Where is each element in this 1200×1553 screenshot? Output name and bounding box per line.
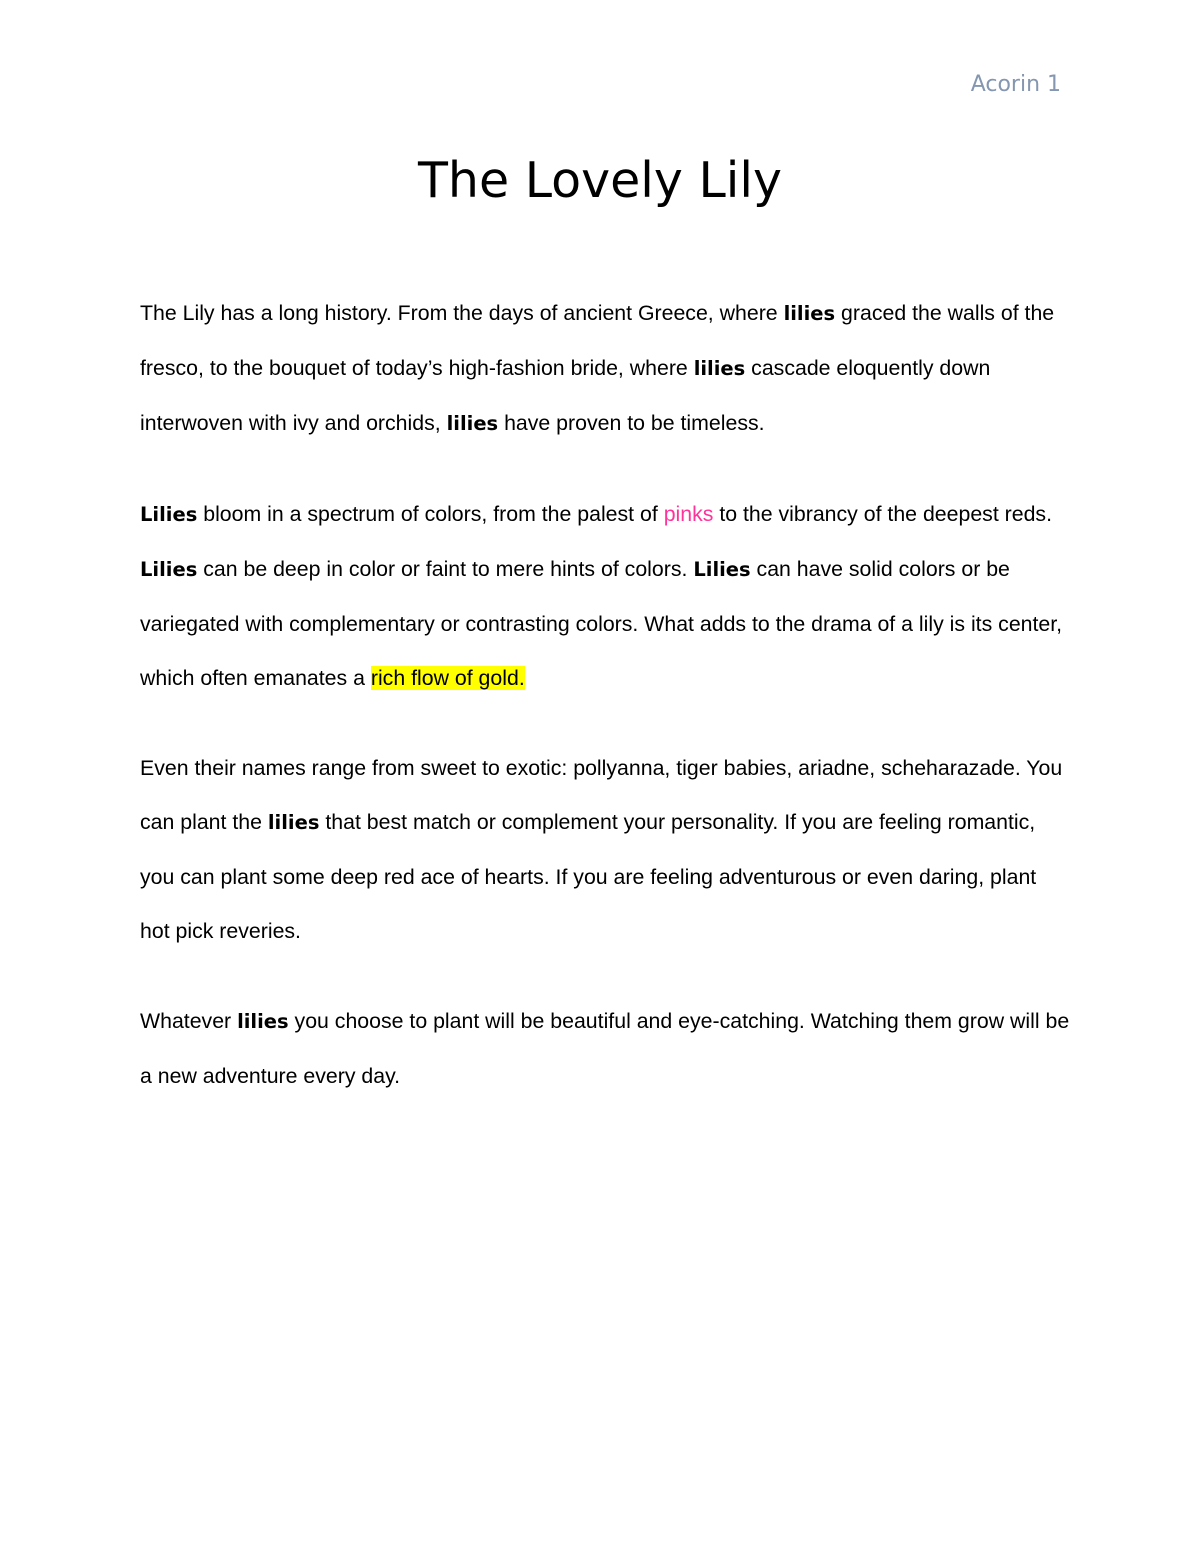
- text-run: bloom in a spectrum of colors, from the palest of: [197, 502, 664, 526]
- highlighted-text: rich flow of gold.: [370, 666, 525, 690]
- text-run: The Lily has a long history. From the days of ancient Greece, where: [140, 301, 784, 325]
- bold-term: lilies: [783, 302, 836, 325]
- document-body: [140, 286, 1070, 1139]
- paragraph-2: [140, 487, 1070, 705]
- bold-term: lilies: [237, 1010, 289, 1033]
- paragraph-1: [140, 286, 1070, 451]
- bold-term: Lilies: [140, 503, 198, 526]
- bold-term: lilies: [267, 811, 320, 834]
- text-run: that best match or complement your personality. If you are feeling romantic, you can plant some deep red ace of hearts. If you are feeling adventurous or even daring, plant hot pick reveries.: [140, 810, 1037, 943]
- bold-term: lilies: [693, 357, 746, 380]
- text-run: have proven to be timeless.: [498, 411, 765, 435]
- bold-term: lilies: [446, 412, 499, 435]
- page-header: Acorin 1: [970, 72, 1061, 97]
- paragraph-4: [140, 994, 1070, 1103]
- text-run: to the vibrancy of the deepest reds.: [713, 502, 1052, 526]
- text-run: can be deep in color or faint to mere hints of colors.: [197, 557, 694, 581]
- text-run: you choose to plant will be beautiful and eye-catching. Watching them grow will be a new adventure every day.: [140, 1009, 1070, 1088]
- pink-colored-text: pinks: [663, 502, 714, 526]
- paragraph-3: [140, 741, 1070, 958]
- text-run: graced the walls of the fresco, to the bouquet of today’s high-fashion bride, where: [140, 301, 1055, 380]
- document-title: The Lovely Lily: [418, 152, 782, 209]
- text-run: Even their names range from sweet to exotic: pollyanna, tiger babies, ariadne, scheharazade. You can plant the: [140, 756, 1063, 834]
- text-run: Whatever: [140, 1009, 238, 1033]
- bold-term: Lilies: [693, 558, 751, 581]
- bold-term: Lilies: [140, 558, 198, 581]
- text-run: can have solid colors or be variegated with complementary or contrasting colors. What adds to the drama of a lily is its center, which often emanates a: [140, 557, 1063, 690]
- text-run: cascade eloquently down interwoven with ivy and orchids,: [140, 356, 991, 435]
